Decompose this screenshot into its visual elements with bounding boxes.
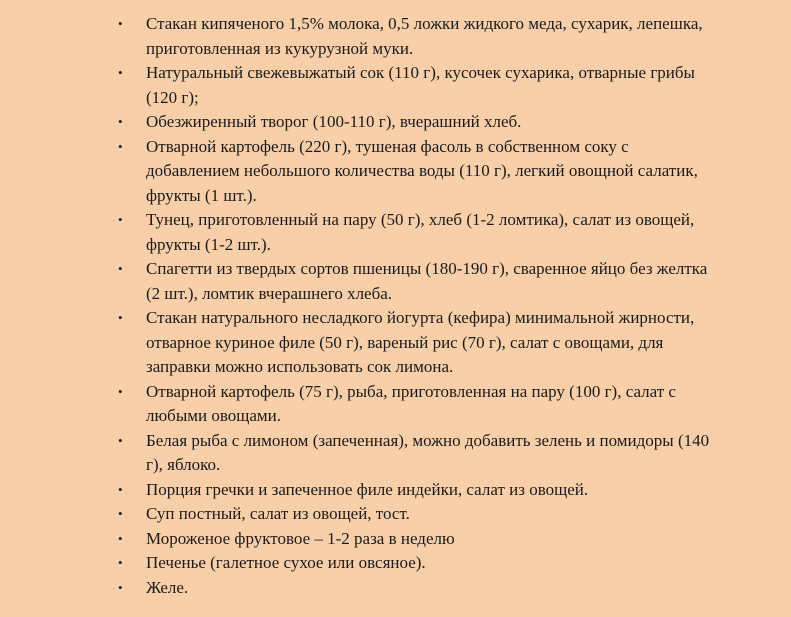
list-item-text: Отварной картофель (75 г), рыба, приготовленная на пару (100 г), салат с любыми овощами.: [146, 381, 676, 425]
bullet-icon: •: [118, 138, 123, 154]
list-item: [118, 502, 718, 527]
list-item: [118, 110, 718, 135]
list-item: [118, 135, 718, 209]
list-item: [118, 257, 718, 306]
list-item: [118, 380, 718, 429]
bullet-icon: •: [118, 530, 123, 546]
bullet-icon: •: [118, 261, 123, 276]
bullet-icon: •: [118, 65, 123, 80]
list-item: [118, 208, 718, 257]
list-item: [118, 576, 718, 601]
list-item-text: Мороженое фруктовое – 1-2 раза в неделю: [146, 528, 455, 548]
bullet-icon: •: [118, 579, 123, 595]
list-item-text: Суп постный, салат из овощей, тост.: [146, 504, 410, 523]
list-item: [118, 61, 718, 110]
bullet-icon: •: [118, 506, 123, 521]
list-item: [118, 429, 718, 478]
list-item-text: Обезжиренный творог (100-110 г), вчерашний хлеб.: [146, 112, 522, 131]
list-item-text: Стакан кипяченого 1,5% молока, 0,5 ложки жидкого меда, сухарик, лепешка, приготовленная из кукурузной муки.: [146, 14, 703, 58]
list-item-text: Белая рыба с лимоном (запеченная), можно добавить зелень и помидоры (140 г), яблоко.: [146, 430, 710, 474]
bullet-icon: •: [118, 114, 123, 129]
list-item-text: Отварной картофель (220 г), тушеная фасоль в собственном соку с добавлением небольшого количества воды (110 г), легкий овощной салатик, фрукты (1 шт.).: [146, 136, 698, 205]
list-item: [118, 478, 718, 503]
bullet-icon: •: [118, 212, 123, 227]
bullet-icon: •: [118, 383, 123, 399]
list-item-text: Желе.: [146, 577, 189, 597]
list-item: [118, 527, 718, 552]
bullet-icon: •: [118, 481, 123, 497]
list-item: [118, 551, 718, 576]
list-item-text: Порция гречки и запеченное филе индейки, салат из овощей.: [146, 479, 589, 499]
list-item: [118, 306, 718, 380]
food-list: [118, 12, 718, 600]
list-item: [118, 12, 718, 61]
bullet-icon: •: [118, 555, 123, 570]
list-item-text: Натуральный свежевыжатый сок (110 г), кусочек сухарика, отварные грибы (120 г);: [146, 63, 695, 107]
list-item-text: Спагетти из твердых сортов пшеницы (180-190 г), сваренное яйцо без желтка (2 шт.), ломтик вчерашнего хлеба.: [146, 259, 708, 303]
list-item-text: Тунец, приготовленный на пару (50 г), хлеб (1-2 ломтика), салат из овощей, фрукты (1-2 шт.).: [146, 210, 695, 254]
list-item-text: Печенье (галетное сухое или овсяное).: [146, 553, 426, 572]
bullet-icon: •: [118, 310, 123, 325]
list-item-text: Стакан натурального несладкого йогурта (кефира) минимальной жирности, отварное куриное филе (50 г), вареный рис (70 г), салат с овощами, для заправки можно использовать сок лимона.: [146, 308, 695, 376]
bullet-icon: •: [118, 16, 123, 31]
bullet-icon: •: [118, 432, 123, 448]
